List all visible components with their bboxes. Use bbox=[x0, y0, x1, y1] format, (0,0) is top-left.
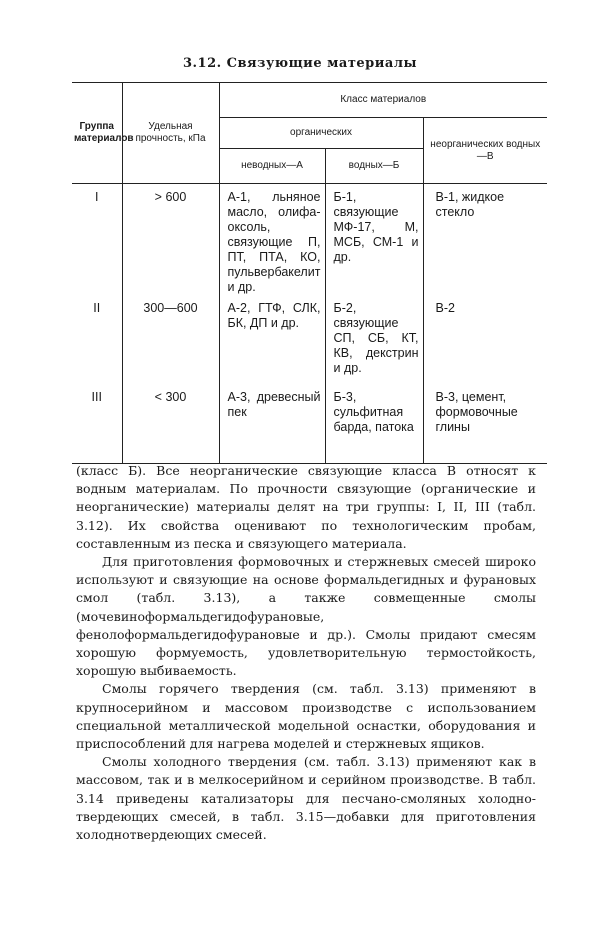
cell-class-b: Б-2, связующие СП, СБ, КТ, КВ, декстрин и др. bbox=[325, 295, 423, 384]
cell-group: II bbox=[93, 301, 101, 315]
cell-class-v: В-1, жидкое стекло bbox=[423, 184, 547, 296]
header-group: Группа материалов bbox=[72, 83, 122, 184]
table-row bbox=[72, 184, 547, 296]
cell-group: III bbox=[72, 384, 122, 464]
header-inorganic: неорганических водных—В bbox=[423, 118, 547, 184]
header-class: Класс материалов bbox=[219, 83, 547, 118]
cell-strength: < 300 bbox=[122, 384, 219, 464]
table-row bbox=[72, 384, 547, 464]
cell-group: I bbox=[95, 190, 99, 204]
cell-strength: 300—600 bbox=[122, 295, 219, 384]
cell-strength: > 600 bbox=[122, 184, 219, 296]
cell-class-b: Б-1, связующие МФ-17, М, МСБ, СМ-1 и др. bbox=[325, 184, 423, 296]
header-strength: Удельная прочность, кПа bbox=[122, 83, 219, 184]
header-aqueous: водных—Б bbox=[325, 149, 423, 184]
cell-class-a: А-2, ГТФ, СЛК, БК, ДП и др. bbox=[219, 295, 325, 384]
table-title: 3.12. Связующие материалы bbox=[182, 56, 418, 71]
paragraph: Смолы горячего твердения (см. табл. 3.13) применяют в крупносерийном и массовом производстве с использованием специальной металлической модельной оснастки, оборудования и приспособлений для нагрева моделей и стержневых ящиков. bbox=[76, 681, 536, 752]
body-text bbox=[76, 462, 536, 844]
header-non-aqueous: неводных—А bbox=[219, 149, 325, 184]
binders-table bbox=[72, 82, 547, 464]
cell-class-a: А-3, древесный пек bbox=[219, 384, 325, 464]
paragraph: Смолы холодного твердения (см. табл. 3.13) применяют как в массовом, так и в мелкосерийном и серийном производстве. В табл. 3.14 приведены катализаторы для песчано-смоляных холодно-твердеющих смесей, в табл. 3.15—добавки для приготовления холоднотвердеющих смесей. bbox=[76, 754, 536, 843]
cell-class-b: Б-3, сульфитная барда, патока bbox=[325, 384, 423, 464]
table-row bbox=[72, 295, 547, 384]
header-organic: органических bbox=[219, 118, 423, 149]
cell-class-a: А-1, льняное масло, олифа-оксоль, связующие П, ПТ, ПТА, КО, пульвербакелит и др. bbox=[219, 184, 325, 296]
paragraph: Для приготовления формовочных и стержневых смесей широко используют и связующие на основе формальдегидных и фурановых смол (табл. 3.13), а также совмещенные смолы (мочевиноформальдегидофурановые, фенолоформальдегидофурановые и др.). Смолы придают смесям хорошую формуемость, удовлетворительную термостойкость, хорошую выбиваемость. bbox=[76, 554, 536, 679]
paragraph: (класс Б). Все неорганические связующие класса В относят к водным материалам. По прочности связующие (органические и неорганические) материалы делят на три группы: I, II, III (табл. 3.12). Их свойства оценивают по технологическим пробам, составленным из песка и связующего материала. bbox=[76, 463, 536, 551]
cell-class-v: В-2 bbox=[423, 295, 547, 384]
cell-class-v: В-3, цемент, формовочные глины bbox=[423, 384, 547, 464]
